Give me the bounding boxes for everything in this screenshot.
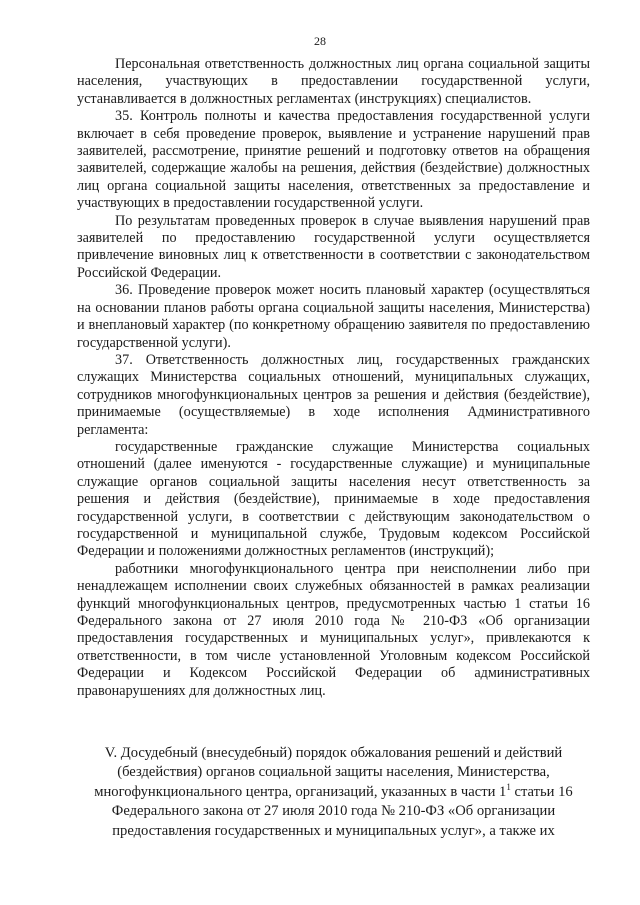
paragraph-35: 35. Контроль полноты и качества предоставления государственной услуги включает в себя проведение проверок, выявление и устранение нарушений прав заявителей, рассмотрение, принятие решений и подготовку ответов на обращения заявителей, содержащие жалобы на решения, действия (бездействие) должностных лиц органа социальной защиты населения, ответственных за предоставление и участвующих в предоставлении государственной услуги. [77,108,590,212]
paragraph-civil-servants: государственные гражданские служащие Министерства социальных отношений (далее именуются - государственные служащие) и муниципальные служащие органов социальной защиты населения несут ответственность за решения и действия (бездействие), принимаемые в ходе предоставления государственной услуги, в соответствии с действующим законодательством о государственной и муниципальной службе, Трудовым кодексом Российской Федерации и положениями должностных регламентов (инструкций); [77,438,590,560]
page-number: 28 [314,34,326,48]
paragraph-37: 37. Ответственность должностных лиц, государственных гражданских служащих Министерства социальных отношений, муниципальных служащих, сотрудников многофункциональных центров за решения и действия (бездействие), принимаемые (осуществляемые) в ходе исполнения Административного регламента: [77,351,590,438]
document-body [77,56,590,700]
section-heading-text-end: статьи 16 Федерального закона от 27 июля 2010 года № 210-ФЗ «Об организации предоставления государственных и муниципальных услуг», а также их [111,783,573,839]
section-heading [77,744,590,841]
paragraph-personal-responsibility: Персональная ответственность должностных лиц органа социальной защиты населения, участвующих в предоставлении государственной услуги, устанавливается в должностных регламентах (инструкциях) специалистов. [77,56,590,107]
paragraph-36: 36. Проведение проверок может носить плановый характер (осуществляться на основании планов работы органа социальной защиты населения, Министерства) и внеплановый характер (по конкретному обращению заявителя по предоставлению государственной услуги). [77,282,590,351]
section-heading-superscript: 1 [506,781,511,792]
paragraph-inspection-results: По результатам проведенных проверок в случае выявления нарушений прав заявителей по предоставлению государственной услуги осуществляется привлечение виновных лиц к ответственности в соответствии с законодательством Российской Федерации. [77,212,590,281]
paragraph-mfc-workers: работники многофункционального центра при неисполнении либо при ненадлежащем исполнении своих служебных обязанностей в рамках реализации функций многофункциональных центров, предусмотренных частью 1 статьи 16 Федерального закона от 27 июля 2010 года № 210-ФЗ «Об организации предоставления государственных и муниципальных услуг», привлекаются к ответственности, в том числе установленной Уголовным кодексом Российской Федерации и Кодексом Российской Федерации об административных правонарушениях для должностных лиц. [77,560,590,699]
section-heading-text-start: V. Досудебный (внесудебный) порядок обжалования решений и действий (бездействия) органов социальной защиты населения, Министерства, многофункционального центра, организаций, указанных в части 1 [94,745,563,800]
